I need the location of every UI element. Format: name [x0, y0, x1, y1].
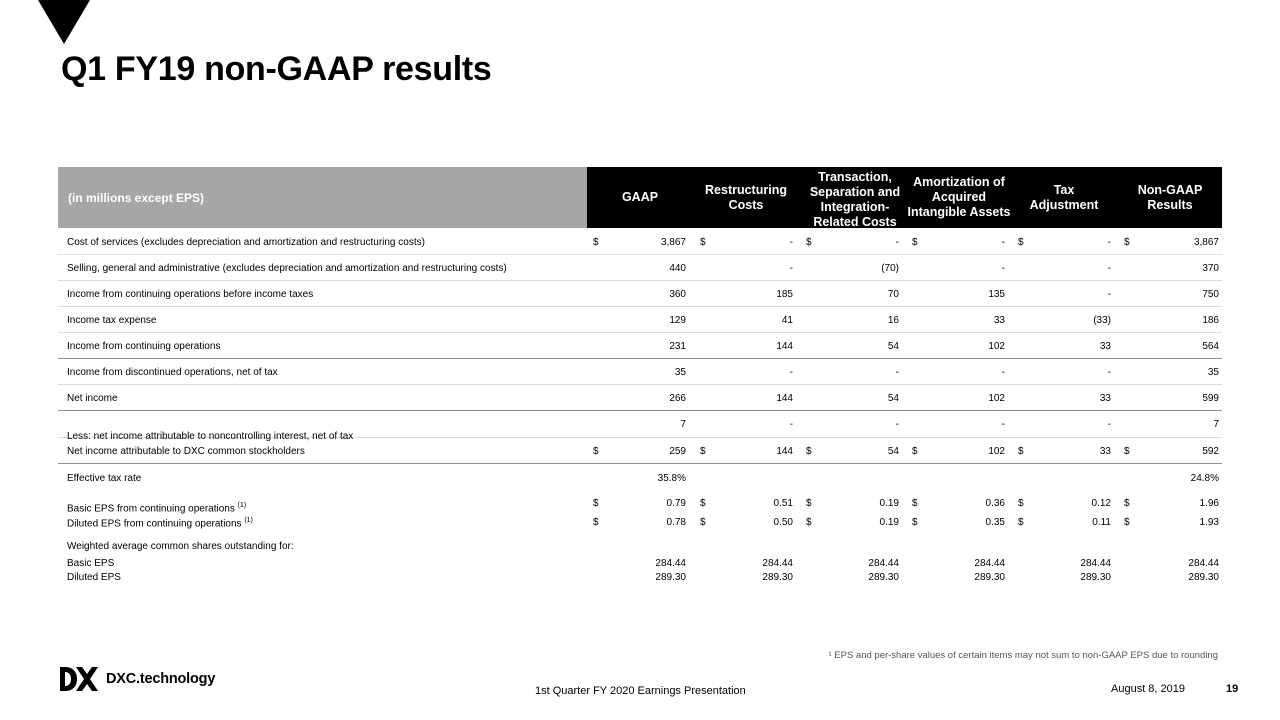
- cell-value: 7: [680, 419, 686, 430]
- cell-value: 592: [1202, 446, 1219, 457]
- row-label: [67, 315, 157, 326]
- cell-value: 0.51: [773, 498, 793, 509]
- table-row: [58, 498, 1222, 515]
- row-label-text: Income tax expense: [67, 315, 157, 326]
- row-divider: [58, 254, 1222, 255]
- currency-symbol: $: [593, 498, 599, 509]
- cell-value: 0.36: [985, 498, 1005, 509]
- row-label: [67, 367, 278, 378]
- row-label-text: Diluted EPS from continuing operations: [67, 518, 242, 530]
- cell-value: 3,867: [1193, 237, 1219, 248]
- cell-value: -: [1107, 289, 1111, 300]
- row-label-text: Income from continuing operations before income taxes: [67, 289, 314, 300]
- cell-value: 231: [669, 341, 686, 352]
- cell-value: 0.50: [773, 517, 793, 528]
- cell-value: 0.79: [666, 498, 686, 509]
- table-row: [58, 446, 1222, 460]
- cell-value: 1.93: [1199, 517, 1219, 528]
- cell-value: 284.44: [1188, 558, 1219, 569]
- table-row: [58, 572, 1222, 586]
- dxc-logo: [60, 667, 215, 691]
- cell-value: 33: [1099, 446, 1111, 457]
- currency-symbol: $: [912, 446, 918, 457]
- cell-value: 564: [1202, 341, 1219, 352]
- cell-value: 289.30: [1188, 572, 1219, 583]
- dxc-logo-text: DXC.technology: [106, 671, 216, 687]
- cell-value: 284.44: [974, 558, 1005, 569]
- cell-value: 750: [1202, 289, 1219, 300]
- currency-symbol: $: [1018, 446, 1024, 457]
- currency-symbol: $: [700, 498, 706, 509]
- cell-value: 370: [1202, 263, 1219, 274]
- table-row: [58, 289, 1222, 303]
- row-label: [67, 473, 141, 484]
- currency-symbol: $: [806, 517, 812, 528]
- corner-triangle-mark: [38, 0, 90, 44]
- currency-symbol: $: [1018, 237, 1024, 248]
- currency-symbol: $: [1018, 517, 1024, 528]
- dxc-logo-mark: [60, 667, 98, 691]
- currency-symbol: $: [912, 498, 918, 509]
- row-divider: [58, 332, 1222, 333]
- cell-value: 54: [887, 393, 899, 404]
- footer-presentation-title: 1st Quarter FY 2020 Earnings Presentation: [535, 685, 746, 697]
- footer-date: August 8, 2019: [1111, 683, 1186, 695]
- cell-value: -: [895, 367, 899, 378]
- currency-symbol: $: [593, 446, 599, 457]
- currency-symbol: $: [1018, 498, 1024, 509]
- cell-value: 33: [1099, 341, 1111, 352]
- table-row: [58, 393, 1222, 407]
- table-row: [58, 419, 1222, 442]
- cell-value: 440: [669, 263, 686, 274]
- row-label: [67, 541, 294, 552]
- column-header-non-gaap: Non-GAAP Results: [1137, 182, 1203, 212]
- table-header: [58, 167, 1222, 228]
- cell-value: 1.96: [1199, 498, 1219, 509]
- row-divider: [58, 410, 1222, 411]
- cell-value: 0.35: [985, 517, 1005, 528]
- cell-value: 35: [1207, 367, 1219, 378]
- cell-value: 284.44: [655, 558, 686, 569]
- table-row: [58, 558, 1222, 572]
- row-label: [67, 341, 220, 352]
- cell-value: 0.11: [1092, 517, 1111, 528]
- table-row: [58, 315, 1222, 329]
- table-header-label: (in millions except EPS): [58, 167, 587, 228]
- cell-value: 284.44: [762, 558, 793, 569]
- currency-symbol: $: [1124, 237, 1130, 248]
- row-label: [67, 263, 507, 274]
- row-label: [67, 393, 118, 404]
- cell-value: 360: [669, 289, 686, 300]
- row-label-text: Less: net income attributable to noncontrolling interest, net of tax: [67, 431, 354, 442]
- cell-value: -: [1107, 419, 1111, 430]
- currency-symbol: $: [1124, 517, 1130, 528]
- currency-symbol: $: [700, 446, 706, 457]
- cell-value: 41: [781, 315, 793, 326]
- currency-symbol: $: [806, 446, 812, 457]
- cell-value: 289.30: [655, 572, 686, 583]
- row-label-text: Income from continuing operations: [67, 341, 221, 352]
- row-label: [67, 502, 246, 514]
- row-label: [67, 558, 114, 569]
- currency-symbol: $: [912, 517, 918, 528]
- row-label: [67, 572, 121, 583]
- row-label-text: Weighted average common shares outstanding for:: [67, 541, 294, 552]
- cell-value: -: [1001, 237, 1005, 248]
- table-row: [58, 237, 1222, 251]
- column-header-gaap: GAAP: [621, 190, 659, 204]
- row-divider: [58, 384, 1222, 385]
- cell-value: 54: [887, 341, 899, 352]
- cell-value: -: [789, 419, 793, 430]
- cell-value: -: [895, 419, 899, 430]
- cell-value: 129: [669, 315, 686, 326]
- row-label-text: Basic EPS from continuing operations: [67, 503, 235, 515]
- cell-value: 289.30: [868, 572, 899, 583]
- cell-value: 186: [1202, 315, 1219, 326]
- row-divider: [58, 358, 1222, 359]
- cell-value: 54: [887, 446, 899, 457]
- column-header-amortization: Amortization of Acquired Intangible Assets: [907, 175, 1011, 219]
- row-label-text: Net income attributable to DXC common stockholders: [67, 446, 305, 457]
- currency-symbol: $: [700, 517, 706, 528]
- row-label-text: Net income: [67, 393, 118, 404]
- currency-symbol: $: [912, 237, 918, 248]
- cell-value: 35: [674, 367, 686, 378]
- cell-value: -: [789, 367, 793, 378]
- cell-value: -: [1107, 367, 1111, 378]
- currency-symbol: $: [1124, 498, 1130, 509]
- cell-value: 135: [988, 289, 1005, 300]
- cell-value: 266: [669, 393, 686, 404]
- cell-value: (33): [1093, 315, 1111, 326]
- cell-value: 7: [1213, 419, 1219, 430]
- cell-value: 35.8%: [657, 473, 686, 484]
- currency-symbol: $: [1124, 446, 1130, 457]
- cell-value: 0.78: [666, 517, 686, 528]
- cell-value: 70: [887, 289, 899, 300]
- page-title: Q1 FY19 non-GAAP results: [61, 50, 492, 88]
- cell-value: -: [789, 263, 793, 274]
- row-label-text: Cost of services (excludes depreciation and amortization and restructuring costs): [67, 237, 425, 248]
- row-divider: [58, 280, 1222, 281]
- currency-symbol: $: [593, 517, 599, 528]
- row-label: [67, 517, 253, 529]
- cell-value: 33: [993, 315, 1005, 326]
- cell-value: 284.44: [868, 558, 899, 569]
- cell-value: 16: [887, 315, 899, 326]
- cell-value: 3,867: [660, 237, 686, 248]
- row-divider: [58, 463, 1222, 464]
- row-label: [67, 446, 305, 457]
- cell-value: 24.8%: [1190, 473, 1219, 484]
- cell-value: 144: [776, 446, 793, 457]
- row-label-text: Income from discontinued operations, net of tax: [67, 367, 278, 378]
- currency-symbol: $: [593, 237, 599, 248]
- page-number: 19: [1226, 683, 1239, 695]
- footnote-marker: (1): [237, 502, 247, 509]
- cell-value: -: [1001, 419, 1005, 430]
- row-label: [67, 431, 353, 442]
- cell-value: 289.30: [762, 572, 793, 583]
- row-label-text: Basic EPS: [67, 558, 115, 569]
- cell-value: (70): [881, 263, 899, 274]
- cell-value: -: [789, 237, 793, 248]
- cell-value: -: [895, 237, 899, 248]
- cell-value: 599: [1202, 393, 1219, 404]
- row-label-text: Selling, general and administrative (excludes depreciation and amortization and restructuring costs): [67, 263, 507, 274]
- cell-value: 0.12: [1091, 498, 1111, 509]
- table-row: [58, 541, 1222, 555]
- cell-value: -: [1107, 263, 1111, 274]
- row-divider: [58, 306, 1222, 307]
- cell-value: 289.30: [974, 572, 1005, 583]
- cell-value: 102: [988, 393, 1005, 404]
- cell-value: 0.19: [879, 517, 899, 528]
- cell-value: -: [1001, 263, 1005, 274]
- footnote-marker: (1): [244, 517, 253, 524]
- table-row: [58, 517, 1222, 531]
- row-label-text: Diluted EPS: [67, 572, 121, 583]
- cell-value: 289.30: [1080, 572, 1111, 583]
- table-row: [58, 341, 1222, 355]
- cell-value: 102: [988, 446, 1005, 457]
- cell-value: 144: [776, 393, 793, 404]
- row-label: [67, 237, 425, 248]
- cell-value: 259: [669, 446, 686, 457]
- column-header-transaction: Transaction, Separation and Integration- Related Costs: [809, 169, 901, 229]
- cell-value: 33: [1099, 393, 1111, 404]
- column-header-tax-adjustment: Tax Adjustment: [1029, 182, 1099, 212]
- table-row: [58, 367, 1222, 381]
- footnote: ¹ EPS and per-share values of certain items may not sum to non-GAAP EPS due to rounding: [828, 650, 1218, 661]
- cell-value: 284.44: [1080, 558, 1111, 569]
- currency-symbol: $: [700, 237, 706, 248]
- cell-value: 0.19: [879, 498, 899, 509]
- cell-value: 102: [988, 341, 1005, 352]
- column-header-restructuring: Restructuring Costs: [705, 182, 787, 212]
- row-label-text: Effective tax rate: [67, 473, 142, 484]
- cell-value: 144: [776, 341, 793, 352]
- cell-value: -: [1107, 237, 1111, 248]
- currency-symbol: $: [806, 237, 812, 248]
- currency-symbol: $: [806, 498, 812, 509]
- table-row: [58, 263, 1222, 277]
- table-row: [58, 473, 1222, 487]
- row-label: [67, 289, 313, 300]
- cell-value: 185: [776, 289, 793, 300]
- cell-value: -: [1001, 367, 1005, 378]
